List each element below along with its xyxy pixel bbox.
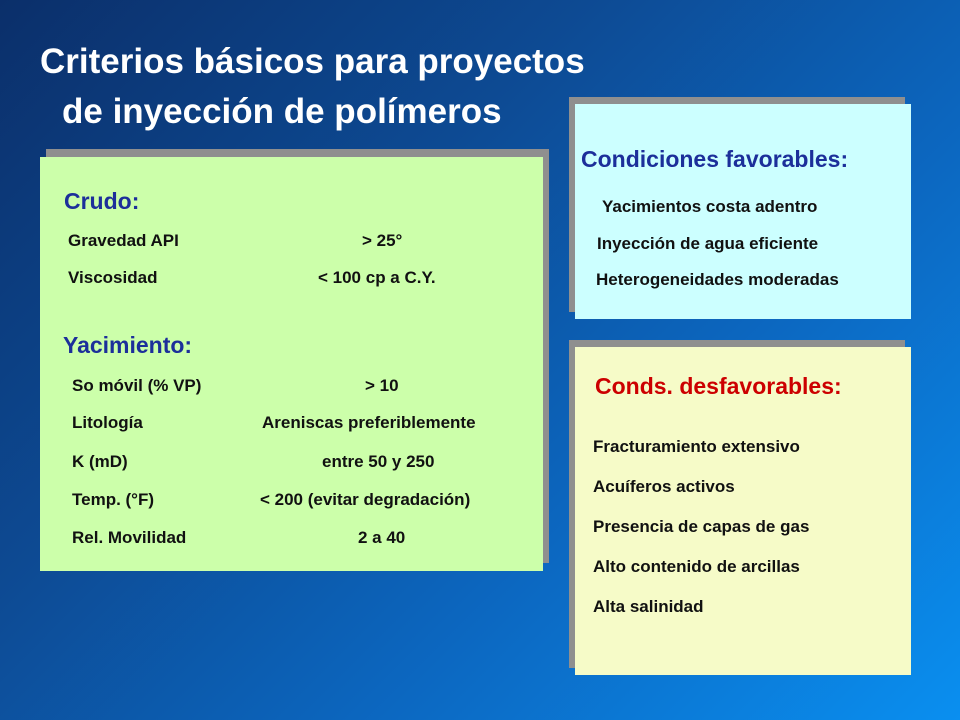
yacimiento-row-value: entre 50 y 250	[322, 452, 435, 471]
yacimiento-row-value: > 10	[365, 376, 399, 395]
favorables-heading: Condiciones favorables:	[581, 146, 849, 172]
desfavorables-heading: Conds. desfavorables:	[595, 373, 842, 399]
desfavorables-item: Fracturamiento extensivo	[593, 437, 800, 456]
desfavorables-item: Alto contenido de arcillas	[593, 557, 800, 576]
yacimiento-row-label: Litología	[72, 413, 143, 432]
yacimiento-row-label: So móvil (% VP)	[72, 376, 202, 395]
crudo-row-label: Gravedad API	[68, 231, 179, 250]
slide-title-line-2: de inyección de polímeros	[62, 92, 502, 131]
yacimiento-row-value: < 200 (evitar degradación)	[260, 490, 471, 509]
yacimiento-row-label: Rel. Movilidad	[72, 528, 187, 547]
desfavorables-item: Acuíferos activos	[593, 477, 735, 496]
yacimiento-row-label: K (mD)	[72, 452, 128, 471]
crudo-heading: Crudo:	[64, 188, 140, 214]
yacimiento-row-value: 2 a 40	[358, 528, 406, 547]
yacimiento-row-label: Temp. (°F)	[72, 490, 155, 509]
yacimiento-row-value: Areniscas preferiblemente	[262, 413, 476, 432]
crudo-row-value: > 25°	[362, 231, 403, 250]
favorables-item: Heterogeneidades moderadas	[596, 270, 839, 289]
desfavorables-item: Alta salinidad	[593, 597, 704, 616]
slide-title-line-1: Criterios básicos para proyectos	[40, 42, 585, 81]
crudo-row-value: < 100 cp a C.Y.	[318, 268, 436, 287]
favorables-item: Yacimientos costa adentro	[602, 197, 818, 216]
crudo-row-label: Viscosidad	[68, 268, 158, 287]
favorables-item: Inyección de agua eficiente	[597, 234, 819, 253]
desfavorables-item: Presencia de capas de gas	[593, 517, 810, 536]
yacimiento-heading: Yacimiento:	[63, 332, 193, 358]
